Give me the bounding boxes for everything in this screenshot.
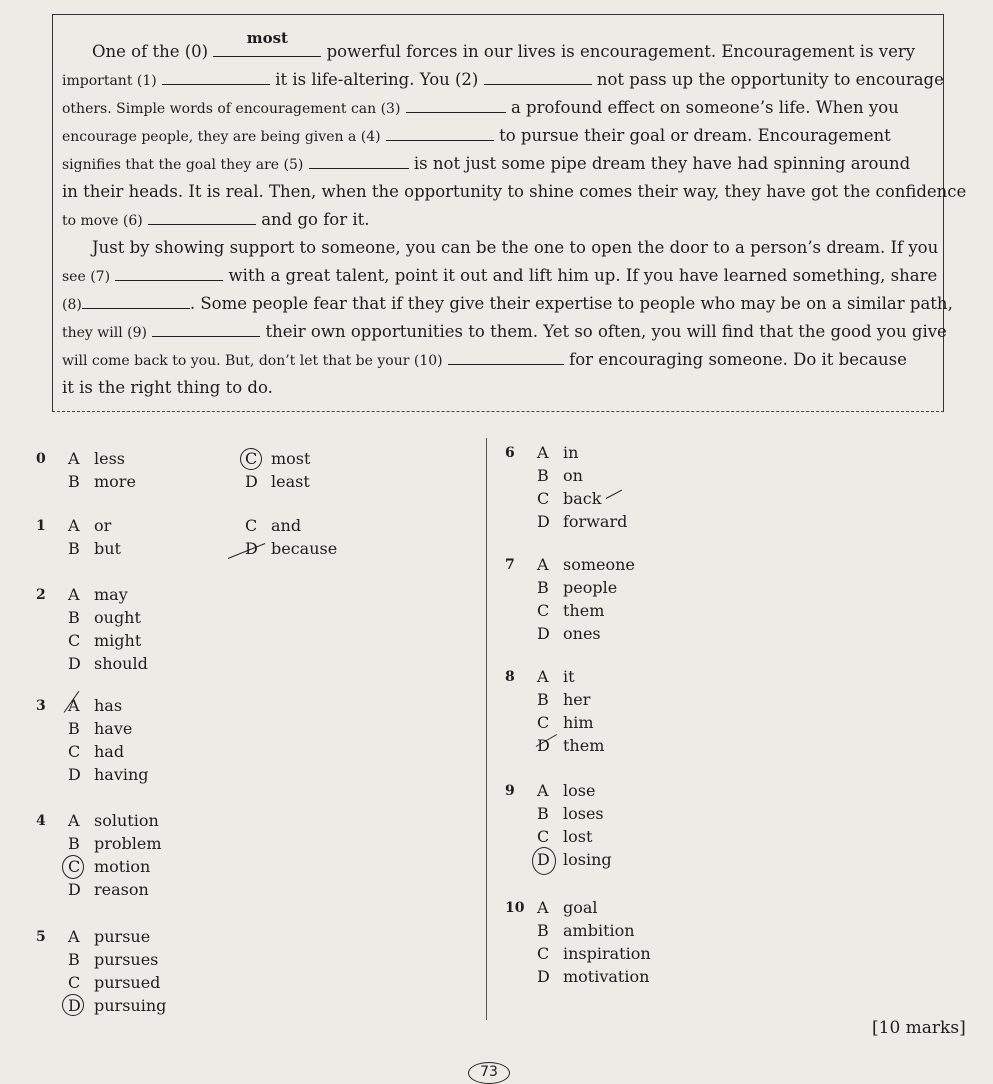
answer-tick-6 bbox=[606, 490, 622, 499]
answer-circle-9 bbox=[532, 847, 556, 875]
passage-line-4: encourage people, they are being given a (4) to pursue their goal or dream. Encouragement bbox=[62, 126, 891, 145]
blank-3 bbox=[406, 98, 506, 113]
page-number: 73 bbox=[468, 1062, 510, 1084]
passage-line-10: (8) . Some people fear that if they give their expertise to people who may be on a similar path, bbox=[62, 294, 953, 313]
passage-line-9: see (7) with a great talent, point it out and lift him up. If you have learned something, share bbox=[62, 266, 938, 285]
answer-circle-4 bbox=[62, 855, 84, 879]
passage-line-6: in their heads. It is real. Then, when the opportunity to shine comes their way, they have got the confidence bbox=[62, 182, 967, 201]
passage-line-2: important (1) it is life-altering. You (2) not pass up the opportunity to encourage bbox=[62, 70, 944, 89]
blank-1 bbox=[162, 70, 270, 85]
passage-line-5: signifies that the goal they are (5) is not just some pipe dream they have had spinning around bbox=[62, 154, 911, 173]
passage-line-8: Just by showing support to someone, you can be the one to open the door to a person’s dream. If you bbox=[92, 238, 939, 257]
passage-line-13: it is the right thing to do. bbox=[62, 378, 273, 397]
blank-5 bbox=[309, 154, 409, 169]
marks-label: [10 marks] bbox=[872, 1018, 966, 1038]
blank-8 bbox=[82, 294, 190, 309]
blank-0: most bbox=[213, 42, 321, 57]
blank-4 bbox=[386, 126, 494, 141]
blank-2 bbox=[484, 70, 592, 85]
blank-7 bbox=[115, 266, 223, 281]
passage-line-12: will come back to you. But, don’t let that be your (10) for encouraging someone. Do it because bbox=[62, 350, 907, 369]
passage-line-1: One of the (0) most powerful forces in our lives is encouragement. Encouragement is very bbox=[92, 29, 916, 61]
answer-circle-0 bbox=[240, 448, 262, 470]
passage-line-11: they will (9) their own opportunities to them. Yet so often, you will find that the good you give bbox=[62, 322, 947, 341]
blank-10 bbox=[448, 350, 564, 365]
column-divider bbox=[486, 438, 487, 1020]
blank-6 bbox=[148, 210, 256, 225]
passage-line-7: to move (6) and go for it. bbox=[62, 210, 370, 229]
passage-line-3: others. Simple words of encouragement can (3) a profound effect on someone’s life. When you bbox=[62, 98, 899, 117]
answer-circle-5 bbox=[62, 994, 84, 1016]
blank-9 bbox=[152, 322, 260, 337]
